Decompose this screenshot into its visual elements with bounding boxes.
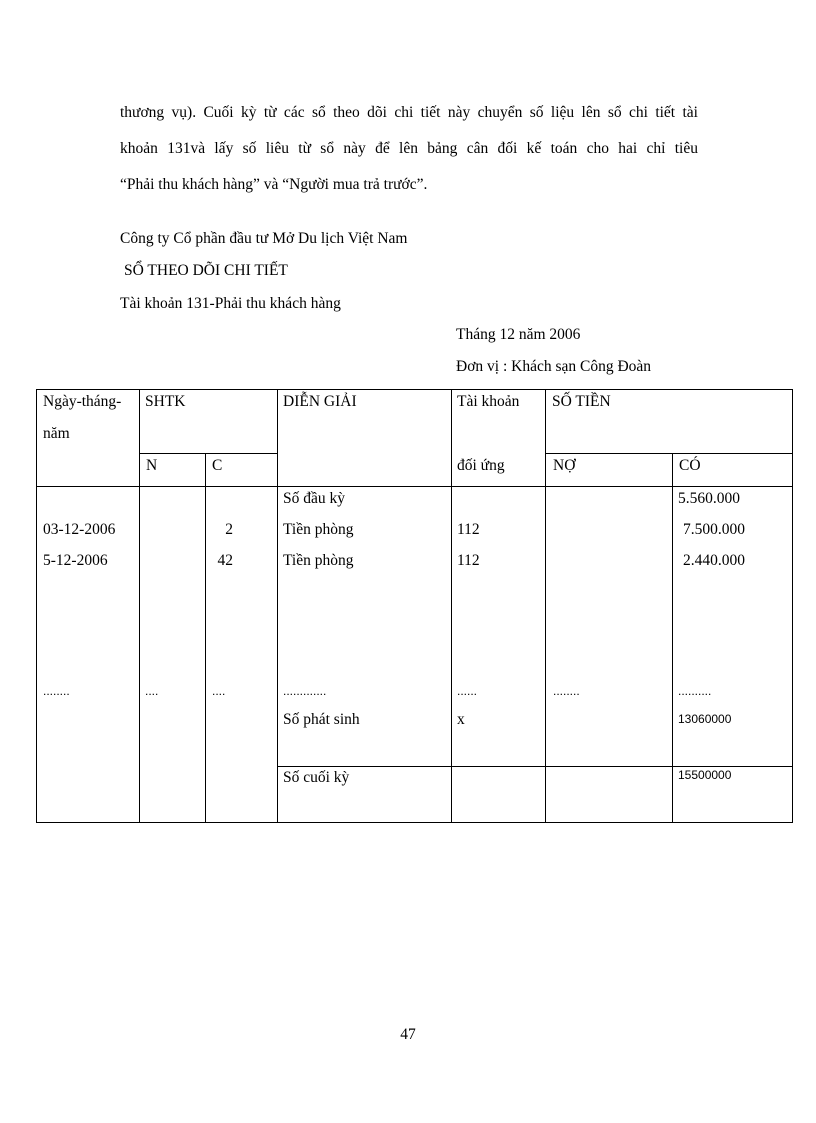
paragraph-line: “Phải thu khách hàng” và “Người mua trả trước”.	[120, 176, 428, 193]
col-divider	[139, 389, 140, 823]
row-description: Tiền phòng	[283, 552, 354, 569]
header-shtk-c: C	[212, 457, 223, 474]
row-account: ......	[457, 684, 478, 698]
report-unit: Đơn vị : Khách sạn Công Đoàn	[456, 358, 652, 375]
header-divider-shtk	[140, 453, 277, 454]
closing-description: Số cuối kỳ	[283, 769, 350, 786]
header-date-line2: năm	[43, 425, 70, 442]
row-credit: 13060000	[678, 712, 732, 726]
table-border-right	[792, 389, 793, 823]
row-debit: ........	[553, 684, 580, 698]
col-divider	[545, 389, 546, 823]
page-number: 47	[400, 1026, 416, 1043]
company-name: Công ty Cổ phần đầu tư Mở Du lịch Việt Nam	[120, 230, 408, 247]
header-account: Tài khoản	[457, 393, 520, 410]
row-shtk-c: 2	[225, 521, 233, 538]
table-border-bottom	[36, 822, 793, 823]
row-date: 5-12-2006	[43, 552, 108, 569]
header-shtk: SHTK	[145, 393, 186, 410]
col-divider	[277, 389, 278, 823]
row-account: 112	[457, 521, 480, 538]
row-account: x	[457, 711, 465, 728]
paragraph-line: khoản 131và lấy số liêu từ sổ này để lên bảng cân đối kế toán cho hai chỉ tiêu	[120, 140, 698, 157]
closing-row-line	[277, 766, 793, 767]
ledger-table	[36, 389, 793, 823]
paragraph-line: thương vụ). Cuối kỳ từ các sổ theo dõi chi tiết này chuyển số liệu lên sổ chi tiết tài	[120, 104, 698, 121]
row-credit: 2.440.000	[683, 552, 745, 569]
row-description: .............	[283, 684, 327, 698]
row-credit: 7.500.000	[683, 521, 745, 538]
header-account-line2: đối ứng	[457, 457, 505, 474]
ledger-title: SỔ THEO DÕI CHI TIẾT	[124, 262, 288, 279]
header-divider-amount	[546, 453, 793, 454]
table-border-top	[36, 389, 793, 390]
row-description: Số đầu kỳ	[283, 490, 345, 507]
header-amount: SỐ TIỀN	[552, 393, 611, 410]
row-credit: ..........	[678, 684, 712, 698]
row-shtk-c: 42	[217, 552, 233, 569]
row-date: ........	[43, 684, 70, 698]
header-shtk-n: N	[146, 457, 158, 474]
row-credit: 5.560.000	[678, 490, 740, 507]
header-date: Ngày-tháng-	[43, 393, 122, 410]
header-credit: CÓ	[679, 457, 701, 474]
col-divider	[205, 453, 206, 823]
header-bottom-line	[36, 486, 793, 487]
header-debit: NỢ	[553, 457, 576, 474]
row-date: 03-12-2006	[43, 521, 116, 538]
row-shtk-n: ....	[145, 684, 159, 698]
col-divider	[451, 389, 452, 823]
header-description: DIỄN GIẢI	[283, 393, 357, 410]
row-shtk-c: ....	[212, 684, 226, 698]
closing-credit: 15500000	[678, 768, 732, 782]
table-border-left	[36, 389, 37, 823]
col-divider	[672, 453, 673, 823]
row-description: Số phát sinh	[283, 711, 360, 728]
report-month: Tháng 12 năm 2006	[456, 326, 581, 343]
row-description: Tiền phòng	[283, 521, 354, 538]
row-account: 112	[457, 552, 480, 569]
account-title: Tài khoản 131-Phải thu khách hàng	[120, 295, 341, 312]
intro-paragraph	[120, 95, 698, 203]
